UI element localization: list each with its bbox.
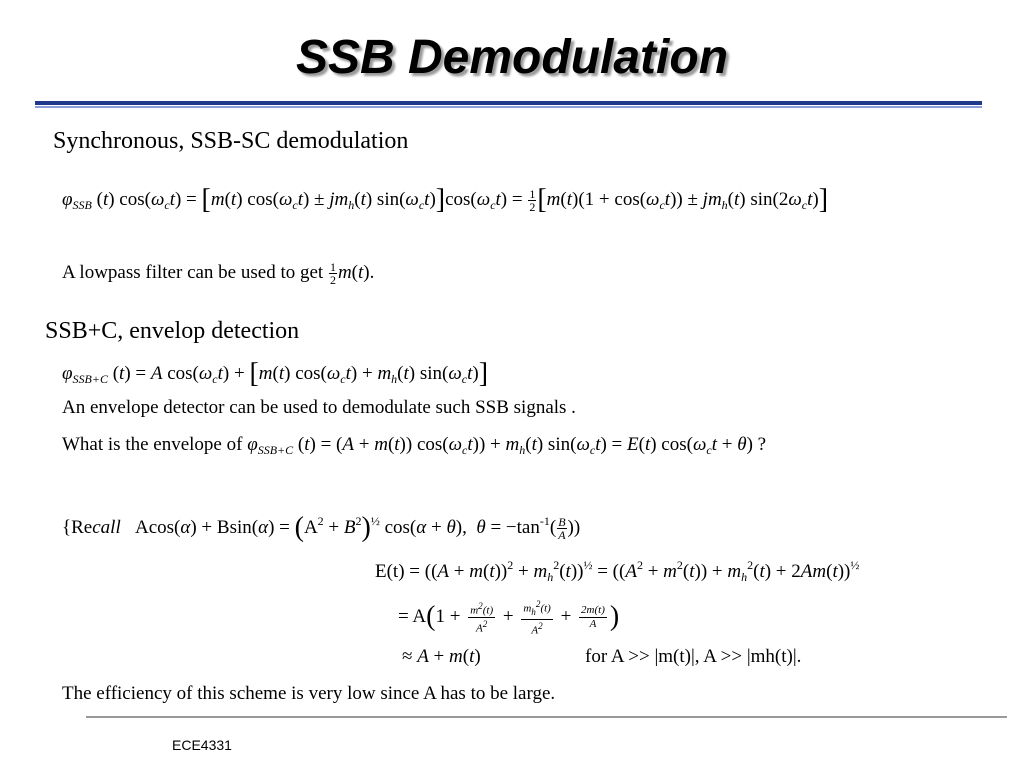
recall-equation: {Recall $Acos(\alpha) + Bsin(\alpha) = (A^2 + B^2)^{\frac{1}{2}}$ cos(α + θ), $\theta = -\tan^{-1}$( $\frac{B}{A}$ ))	[62, 512, 581, 543]
sync-heading: Synchronous, SSB-SC demodulation	[53, 128, 409, 154]
envelope-line-3: ≈ A + m(t)	[402, 646, 481, 667]
title-divider	[35, 101, 982, 110]
lowpass-note: A lowpass filter can be used to get $\frac{1}{2}$ m(t).	[62, 260, 375, 287]
ssbc-equation: $\varphi_{SSB+C}$ (t) = A $\cos(\omega_ct) + [m(t) \cos(\omega_ct) + m_h(t)$ $\sin(\omega_ct)$]	[62, 358, 489, 389]
sync-equation: $\varphi_{SSB}$ (t) $\cos(\omega_ct) = [m(t) \cos(\omega_ct) \pm jm_h(t) \sin(\omega_ct)]\cos(\omega_ct)$ = $\frac{1}{2}$ [$m(t)(1 + \cos(\omega_ct)) \pm jm_h(t)$ $\sin(2\omega_ct)$]	[62, 184, 829, 215]
envelope-question-text: What is the envelope of	[62, 434, 243, 455]
efficiency-note: The efficiency of this scheme is very low since A has to be large.	[62, 683, 556, 704]
envelope-line-1: $E(t) = ((A + m(t))^2 + m_h^2(t))^{\frac{1}{2}} = ((A^2 + m^2(t)) + m_h^2(t) + 2Am(t))^{\frac{1}{2}}$	[375, 558, 860, 584]
approx-condition: for A >> |m(t)|, A >> |mh(t)|.	[585, 646, 802, 667]
envelope-note: An envelope detector can be used to demodulate such SSB signals .	[62, 397, 576, 418]
ssbc-heading: SSB+C, envelop detection	[45, 318, 300, 344]
lowpass-note-text: A lowpass filter can be used to get	[62, 261, 324, 283]
envelope-question: What is the envelope of $\varphi_{SSB+C}$ (t) = (A + m(t)) $\cos(\omega_ct)) + m_h(t)$ $\sin(\omega_ct) = E(t) \cos(\omega_ct + \theta)$ ?	[62, 434, 767, 457]
envelope-line-2: = A(1 + $\frac{m^2(t)}{A^2}$ + $\frac{m_h^2(t)}{A^2}$ + $\frac{2m(t)}{A}$ )	[398, 599, 620, 637]
footer-divider	[86, 716, 1007, 718]
slide-title: SSB Demodulation	[295, 31, 729, 84]
footer-label: ECE4331	[172, 737, 232, 753]
recall-label: {Recall	[62, 517, 121, 538]
